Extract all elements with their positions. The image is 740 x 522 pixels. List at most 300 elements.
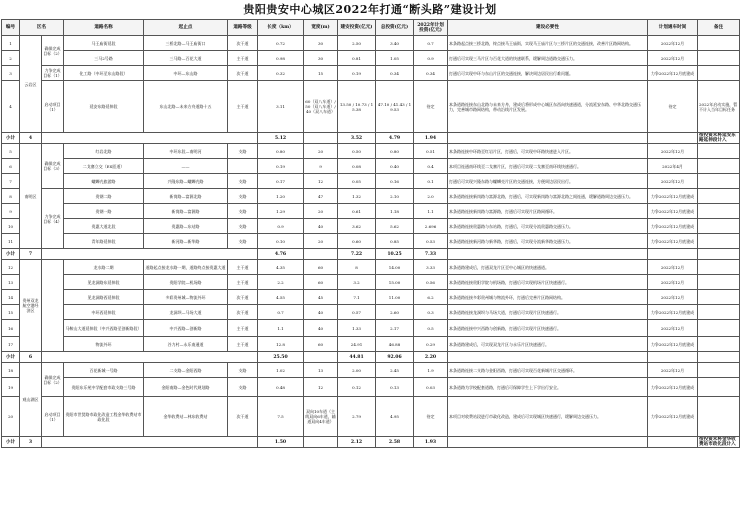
road-length: 0.7 xyxy=(258,305,304,320)
row-no: 3 xyxy=(2,66,20,81)
build-investment: 13.50 / 10.73 / 15.38 xyxy=(338,81,376,133)
road-grade: 支路 xyxy=(228,174,258,189)
planned-open-time: 2022年12月 xyxy=(648,320,698,337)
road-grade: 次干道 xyxy=(228,66,258,81)
build-investment: 24.91 xyxy=(338,337,376,352)
subtotal-remark xyxy=(698,249,740,260)
start-end: 兴隆东路—螺蛳壳路 xyxy=(144,174,228,189)
header-road: 道路名称 xyxy=(64,20,144,36)
road-width: 30 xyxy=(304,51,338,66)
plan-investment: 0.29 xyxy=(414,337,448,352)
plan-investment: 0.7 xyxy=(414,36,448,51)
table-row xyxy=(2,189,740,204)
road-name: 红岩北路 xyxy=(64,144,144,159)
category-label: 力争完成目标（1） xyxy=(42,66,64,81)
road-name: 马鞍山大道延伸段（中兴西路至创新路段） xyxy=(64,320,144,337)
total-investment: 46.88 xyxy=(376,337,414,352)
build-investment: 0.50 xyxy=(338,144,376,159)
header-row xyxy=(2,20,740,36)
road-length: 4.55 xyxy=(258,290,304,305)
category-label xyxy=(42,260,64,352)
total-investment: 2.10 xyxy=(376,189,414,204)
road-grade: 支路 xyxy=(228,204,258,219)
row-no: 4 xyxy=(2,81,20,133)
header-plan-time: 计划通车时间 xyxy=(648,20,698,36)
construction-necessity: 本条道路连接龙洞坝与马场大道，打通后可实现片区快速通行。 xyxy=(448,305,648,320)
planned-open-time: 力争2022年12月底建成 xyxy=(648,234,698,249)
road-grade: 支路 xyxy=(228,363,258,378)
road-width: 20 xyxy=(304,144,338,159)
road-grade: 支路 xyxy=(228,144,258,159)
road-length: 4.35 xyxy=(258,260,304,275)
start-end: 新岗路—富源北路 xyxy=(144,189,228,204)
total-investment: 3.40 xyxy=(376,36,414,51)
planned-open-time: 力争2022年12月底建成 xyxy=(648,397,698,437)
road-length: 0.72 xyxy=(258,36,304,51)
build-investment: 0.12 xyxy=(338,378,376,397)
build-investment: 0.08 xyxy=(338,159,376,174)
road-width: 40 xyxy=(304,305,338,320)
start-end: 金华收费站—林东收费站 xyxy=(144,397,228,437)
subtotal-label: 小计 xyxy=(2,352,20,363)
row-no: 1 xyxy=(2,36,20,51)
subtotal-blank xyxy=(42,352,258,363)
subtotal-time xyxy=(648,133,698,144)
subtotal-total-investment: 10.25 xyxy=(376,249,414,260)
plan-investment: 0.51 xyxy=(414,144,448,159)
plan-investment: 0.4 xyxy=(414,159,448,174)
build-investment: 8 xyxy=(338,260,376,275)
build-investment: 0.81 xyxy=(338,51,376,66)
road-grade: 次干道 xyxy=(228,290,258,305)
road-width: 40 xyxy=(304,219,338,234)
planned-open-time: 2022年12月 xyxy=(648,363,698,378)
construction-necessity: 本条道路连接新岗路与富源北路，打通后，可实现新岗路与富源北路之间连通，缓解道路周边交通压力。 xyxy=(448,189,648,204)
start-end: 多彩贵州城—物流外环 xyxy=(144,290,228,305)
total-investment: 2.17 xyxy=(376,320,414,337)
subtotal-build-investment: 7.22 xyxy=(338,249,376,260)
subtotal-necessity xyxy=(448,133,648,144)
road-width: 30 xyxy=(304,36,338,51)
construction-necessity: 本条道路连接多彩贵州城与物流外环，打通后完善片区路网结构。 xyxy=(448,290,648,305)
total-investment: 0.85 xyxy=(376,234,414,249)
table-row xyxy=(2,320,740,337)
subtotal-total-investment: 2.58 xyxy=(376,437,414,448)
start-end: 谷力村—永乐南通道 xyxy=(144,337,228,352)
road-width: 双向10车道（主线双向6车道，辅道双向4车道） xyxy=(304,397,338,437)
subtotal-plan-investment: 2.20 xyxy=(414,352,448,363)
subtotal-width xyxy=(304,133,338,144)
row-no: 18 xyxy=(2,363,20,378)
build-investment: 0.19 xyxy=(338,66,376,81)
header-build-inv: 建安投资(亿元) xyxy=(338,20,376,36)
road-length: 0.80 xyxy=(258,144,304,159)
build-investment: 1.32 xyxy=(338,189,376,204)
planned-open-time: 力争2022年12月底建成 xyxy=(648,66,698,81)
plan-investment: 2.696 xyxy=(414,219,448,234)
plan-investment: 待定 xyxy=(414,81,448,133)
subtotal-count: 4 xyxy=(20,133,42,144)
start-end: 龙洞坝—马场大道 xyxy=(144,305,228,320)
construction-necessity: 本条道路连接东山北路与未来方舟，建成后将形成中心城区东西向快速通道，分流延安东路、中华北路交通压力，完善城市路网结构，带动沿线片区发展。 xyxy=(448,81,648,133)
table-body xyxy=(2,36,740,448)
plan-investment: 2.0 xyxy=(414,189,448,204)
total-investment: 15.00 xyxy=(376,275,414,290)
subtotal-row xyxy=(2,437,740,448)
row-no: 10 xyxy=(2,219,20,234)
start-end: —— xyxy=(144,159,228,174)
road-width: 40 xyxy=(304,320,338,337)
row-no: 7 xyxy=(2,174,20,189)
build-investment: 0.05 xyxy=(338,174,376,189)
remark: 2022年启动实施，暂不计入当年目标任务 xyxy=(698,81,740,133)
plan-investment: 0.34 xyxy=(414,66,448,81)
build-investment: 3.2 xyxy=(338,275,376,290)
planned-open-time: 2022年12月 xyxy=(648,51,698,66)
district-name: 南明区 xyxy=(20,144,42,249)
construction-necessity: 本项目连通南环线至二戈寨片区，打通后可实现二戈寨至南环线快速通行。 xyxy=(448,159,648,174)
subtotal-time xyxy=(648,352,698,363)
plan-investment: 待定 xyxy=(414,397,448,437)
header-remark: 备注 xyxy=(698,20,740,36)
road-grade: 主干道 xyxy=(228,337,258,352)
road-grade: 支路 xyxy=(228,378,258,397)
subtotal-label: 小计 xyxy=(2,133,20,144)
planned-open-time: 力争2022年12月底建成 xyxy=(648,337,698,352)
district-name: 观山湖区 xyxy=(20,363,42,437)
remark xyxy=(698,204,740,219)
road-name: 青年路延伸段 xyxy=(64,234,144,249)
planned-open-time: 待定 xyxy=(648,81,698,133)
road-width: 12 xyxy=(304,378,338,397)
category-label: 启动项目（1） xyxy=(42,81,64,133)
row-no: 16 xyxy=(2,320,20,337)
row-no: 20 xyxy=(2,397,20,437)
remark xyxy=(698,290,740,305)
subtotal-width xyxy=(304,352,338,363)
row-no: 8 xyxy=(2,189,20,204)
page-title: 贵阳贵安中心城区2022年打通“断头路”建设计划 xyxy=(243,3,497,16)
road-length: 0.17 xyxy=(258,174,304,189)
remark xyxy=(698,260,740,275)
construction-necessity: 本条道路建成后，可实现双龙片区与永乐片区快速通行。 xyxy=(448,337,648,352)
road-width: 13 xyxy=(304,363,338,378)
table-row xyxy=(2,66,740,81)
subtotal-total-investment: 92.06 xyxy=(376,352,414,363)
road-name: 见龙洞路西延伸段 xyxy=(64,290,144,305)
start-end: 二支路—金阳西路 xyxy=(144,363,228,378)
build-investment: 3.62 xyxy=(338,219,376,234)
plan-investment: 0.53 xyxy=(414,234,448,249)
construction-plan-table xyxy=(1,19,740,448)
construction-necessity: 本条道路为学校配套道路，打通后可保障学生上下学出行安全。 xyxy=(448,378,648,397)
construction-necessity: 本项目对收费站段进行市政化改造，建成后可实现城区快速通行，缓解周边交通压力。 xyxy=(448,397,648,437)
remark xyxy=(698,189,740,204)
plan-investment: 0.9 xyxy=(414,51,448,66)
remark xyxy=(698,36,740,51)
planned-open-time: 力争2022年12月底建成 xyxy=(648,219,698,234)
planned-open-time: 力争2022年12月底建成 xyxy=(648,204,698,219)
planned-open-time: 2022年12月 xyxy=(648,144,698,159)
start-end: 道路起点接龙水路一期，道路终点接贵惠大道 xyxy=(144,260,228,275)
table-row xyxy=(2,305,740,320)
total-investment: 1.05 xyxy=(376,51,414,66)
remark xyxy=(698,144,740,159)
subtotal-time xyxy=(648,437,698,448)
row-no: 12 xyxy=(2,260,20,275)
subtotal-length: 25.50 xyxy=(258,352,304,363)
road-length: 0.32 xyxy=(258,66,304,81)
total-investment: 0.16 xyxy=(376,174,414,189)
start-end: 中环东段—南明河 xyxy=(144,144,228,159)
row-no: 2 xyxy=(2,51,20,66)
road-grade: 主干道 xyxy=(228,51,258,66)
total-investment: 2.60 xyxy=(376,305,414,320)
total-investment: 0.34 xyxy=(376,66,414,81)
road-name: 马王庙街延段 xyxy=(64,36,144,51)
table-row xyxy=(2,51,740,66)
road-width: 60 xyxy=(304,275,338,290)
table-row xyxy=(2,290,740,305)
road-length: 3.11 xyxy=(258,81,304,133)
subtotal-total-investment: 4.79 xyxy=(376,133,414,144)
header-start-end: 起止点 xyxy=(144,20,228,36)
total-investment: 2.45 xyxy=(376,363,414,378)
road-grade: 主干道 xyxy=(228,320,258,337)
remark xyxy=(698,66,740,81)
plan-investment: 6.2 xyxy=(414,290,448,305)
table-row xyxy=(2,363,740,378)
total-investment: 14.00 xyxy=(376,260,414,275)
construction-necessity: 本条道路连接二支路与金阳西路，打通后可实现百花新城片区交通循环。 xyxy=(448,363,648,378)
total-investment: 0.40 xyxy=(376,159,414,174)
plan-investment: 1.9 xyxy=(414,363,448,378)
district-name: 云岩区 xyxy=(20,36,42,133)
plan-investment: 0.3 xyxy=(414,305,448,320)
build-investment: 0.61 xyxy=(338,204,376,219)
plan-investment: 1.1 xyxy=(414,204,448,219)
row-no: 5 xyxy=(2,144,20,159)
table-row xyxy=(2,275,740,290)
remark xyxy=(698,337,740,352)
construction-necessity: 本条路连接中环路至红岩片区，打通后，可实现中环路快速进入片区。 xyxy=(448,144,648,159)
total-investment: 0.13 xyxy=(376,378,414,397)
header-no: 编号 xyxy=(2,20,20,36)
table-row xyxy=(2,234,740,249)
subtotal-remark xyxy=(698,352,740,363)
planned-open-time: 力争2022年12月底建成 xyxy=(648,378,698,397)
road-grade: 支路 xyxy=(228,234,258,249)
subtotal-row xyxy=(2,352,740,363)
subtotal-width xyxy=(304,437,338,448)
remark xyxy=(698,378,740,397)
road-length: 0.98 xyxy=(258,51,304,66)
road-width: 60（双八车道）/ 50（双八车道）/ 40（双八车道） xyxy=(304,81,338,133)
table-row xyxy=(2,337,740,352)
planned-open-time: 2022年12月 xyxy=(648,174,698,189)
road-name: 龙水路二期 xyxy=(64,260,144,275)
remark xyxy=(698,159,740,174)
road-length: 1.20 xyxy=(258,189,304,204)
subtotal-plan-investment: 1.93 xyxy=(414,437,448,448)
category-label: 确保完成目标（2） xyxy=(42,363,64,397)
table-row xyxy=(2,81,740,133)
subtotal-necessity xyxy=(448,249,648,260)
start-end: 新岗路—富源路 xyxy=(144,204,228,219)
construction-necessity: 本条道路连接新河路与新华路，打通后，可实现分流新华路交通压力。 xyxy=(448,234,648,249)
road-width: 20 xyxy=(304,204,338,219)
start-end: 新河路—新华路 xyxy=(144,234,228,249)
planned-open-time: 2022年12月 xyxy=(648,36,698,51)
subtotal-length: 4.76 xyxy=(258,249,304,260)
remark xyxy=(698,234,740,249)
road-width: 12 xyxy=(304,174,338,189)
planned-open-time: 力争2022年12月底建成 xyxy=(648,305,698,320)
subtotal-time xyxy=(648,249,698,260)
total-investment: 5.62 xyxy=(376,219,414,234)
road-name: 物流外环 xyxy=(64,337,144,352)
road-grade: 支路 xyxy=(228,219,258,234)
road-length: 0.10 xyxy=(258,234,304,249)
road-grade: 主干道 xyxy=(228,275,258,290)
table-row xyxy=(2,219,740,234)
road-width: 15 xyxy=(304,66,338,81)
table-row xyxy=(2,144,740,159)
road-name: 贵钢二路 xyxy=(64,189,144,204)
header-total-inv: 总投资(亿元) xyxy=(376,20,414,36)
road-name: 螺蛳壳旅游路 xyxy=(64,174,144,189)
row-no: 9 xyxy=(2,204,20,219)
road-name: 百花新城一号路 xyxy=(64,363,144,378)
category-label: 力争完成目标（4） xyxy=(42,189,64,249)
build-investment: 2.79 xyxy=(338,397,376,437)
subtotal-necessity xyxy=(448,437,648,448)
road-width: 45 xyxy=(304,290,338,305)
start-end: 中环—东山路 xyxy=(144,66,228,81)
road-length: 0.19 xyxy=(258,159,304,174)
plan-investment: 0.03 xyxy=(414,378,448,397)
subtotal-necessity xyxy=(448,352,648,363)
road-grade: 支路 xyxy=(228,189,258,204)
plan-investment: 3.33 xyxy=(414,260,448,275)
subtotal-row xyxy=(2,249,740,260)
row-no: 17 xyxy=(2,337,20,352)
planned-open-time: 2022年12月 xyxy=(648,275,698,290)
subtotal-blank xyxy=(42,133,258,144)
road-width: 47 xyxy=(304,189,338,204)
road-grade: 次干道 xyxy=(228,305,258,320)
road-length: 1.1 xyxy=(258,320,304,337)
road-name: 贵阳市世贸路市政化改造工程金华收费站市政化段 xyxy=(64,397,144,437)
subtotal-width xyxy=(304,249,338,260)
subtotal-count: 6 xyxy=(20,352,42,363)
road-length: 0.48 xyxy=(258,378,304,397)
row-no: 11 xyxy=(2,234,20,249)
row-no: 13 xyxy=(2,275,20,290)
road-length: 1.02 xyxy=(258,363,304,378)
remark xyxy=(698,51,740,66)
road-grade: 次干道 xyxy=(228,36,258,51)
subtotal-remark: 按投资未将金华收费站市政化段计入 xyxy=(698,437,740,448)
road-width: 60 xyxy=(304,337,338,352)
construction-necessity: 本条道路建成后，打通双龙片区至中心城区的快速通道。 xyxy=(448,260,648,275)
subtotal-length: 1.50 xyxy=(258,437,304,448)
district-name: 贵州双龙航空港经济区 xyxy=(20,260,42,352)
total-investment: 0.80 xyxy=(376,144,414,159)
road-name: 化工路（中环至东山路段） xyxy=(64,66,144,81)
road-name: 延安东路延伸段 xyxy=(64,81,144,133)
row-no: 15 xyxy=(2,305,20,320)
remark xyxy=(698,275,740,290)
road-length: 0.9 xyxy=(258,219,304,234)
total-investment: 47.10 / 41.43 / 19.53 xyxy=(376,81,414,133)
road-name: 贵钢一路 xyxy=(64,204,144,219)
road-grade: 次干道 xyxy=(228,397,258,437)
subtotal-remark: 按投资未将延安东路延伸段计入 xyxy=(698,133,740,144)
subtotal-build-investment: 3.52 xyxy=(338,133,376,144)
planned-open-time: 2022年4月 xyxy=(648,159,698,174)
category-label: 启动项目（1） xyxy=(42,397,64,437)
subtotal-plan-investment: 7.33 xyxy=(414,249,448,260)
row-no: 6 xyxy=(2,159,20,174)
road-name: 贵惠大道北段 xyxy=(64,219,144,234)
road-name: 贵阳东乐苑中学配套市政支路三号路 xyxy=(64,378,144,397)
remark xyxy=(698,397,740,437)
construction-necessity: 本条道路连接贵惠路与东站路，打通后，可实现分流贵惠路交通压力。 xyxy=(448,219,648,234)
planned-open-time: 2022年12月 xyxy=(648,290,698,305)
header-grade: 道路等级 xyxy=(228,20,258,36)
road-width: 20 xyxy=(304,234,338,249)
construction-necessity: 打通后可实现三马片区与百花大道的快速联系，缓解周边道路交通压力。 xyxy=(448,51,648,66)
build-investment: 2.50 xyxy=(338,36,376,51)
start-end: 中兴西路—创新路 xyxy=(144,320,228,337)
subtotal-count: 3 xyxy=(20,437,42,448)
road-length: 12.8 xyxy=(258,337,304,352)
table-row xyxy=(2,204,740,219)
construction-necessity: 打通后可实现中环与东山片区的交通连接，解决周边居民出行难问题。 xyxy=(448,66,648,81)
header-plan-inv: 2022年计划投资(亿元) xyxy=(414,20,448,36)
table-row xyxy=(2,36,740,51)
subtotal-count: 7 xyxy=(20,249,42,260)
start-end: 三马路—百花大道 xyxy=(144,51,228,66)
construction-necessity: 打通后可实现兴隆东路与螺蛳壳片区的交通连接，方便周边居民出行。 xyxy=(448,174,648,189)
road-width: 9 xyxy=(304,159,338,174)
subtotal-blank xyxy=(42,437,258,448)
road-name: 见龙洞路东延伸段 xyxy=(64,275,144,290)
total-investment: 11.00 xyxy=(376,290,414,305)
subtotal-label: 小计 xyxy=(2,437,20,448)
road-length: 7.5 xyxy=(258,397,304,437)
construction-necessity: 本条道路连接新岗路与富源路，打通后可实现片区路网循环。 xyxy=(448,204,648,219)
build-investment: 1.33 xyxy=(338,320,376,337)
subtotal-length: 5.12 xyxy=(258,133,304,144)
subtotal-build-investment: 44.81 xyxy=(338,352,376,363)
remark xyxy=(698,320,740,337)
remark xyxy=(698,363,740,378)
start-end: 贵惠路—东站路 xyxy=(144,219,228,234)
table-row xyxy=(2,378,740,397)
plan-investment: 0.56 xyxy=(414,275,448,290)
road-grade xyxy=(228,159,258,174)
build-investment: 0.57 xyxy=(338,305,376,320)
total-investment: 1.18 xyxy=(376,204,414,219)
road-length: 2.2 xyxy=(258,275,304,290)
subtotal-plan-investment: 1.94 xyxy=(414,133,448,144)
table-row xyxy=(2,260,740,275)
subtotal-row xyxy=(2,133,740,144)
build-investment: 7.1 xyxy=(338,290,376,305)
road-name: 二戈寨立交（ES匝道） xyxy=(64,159,144,174)
